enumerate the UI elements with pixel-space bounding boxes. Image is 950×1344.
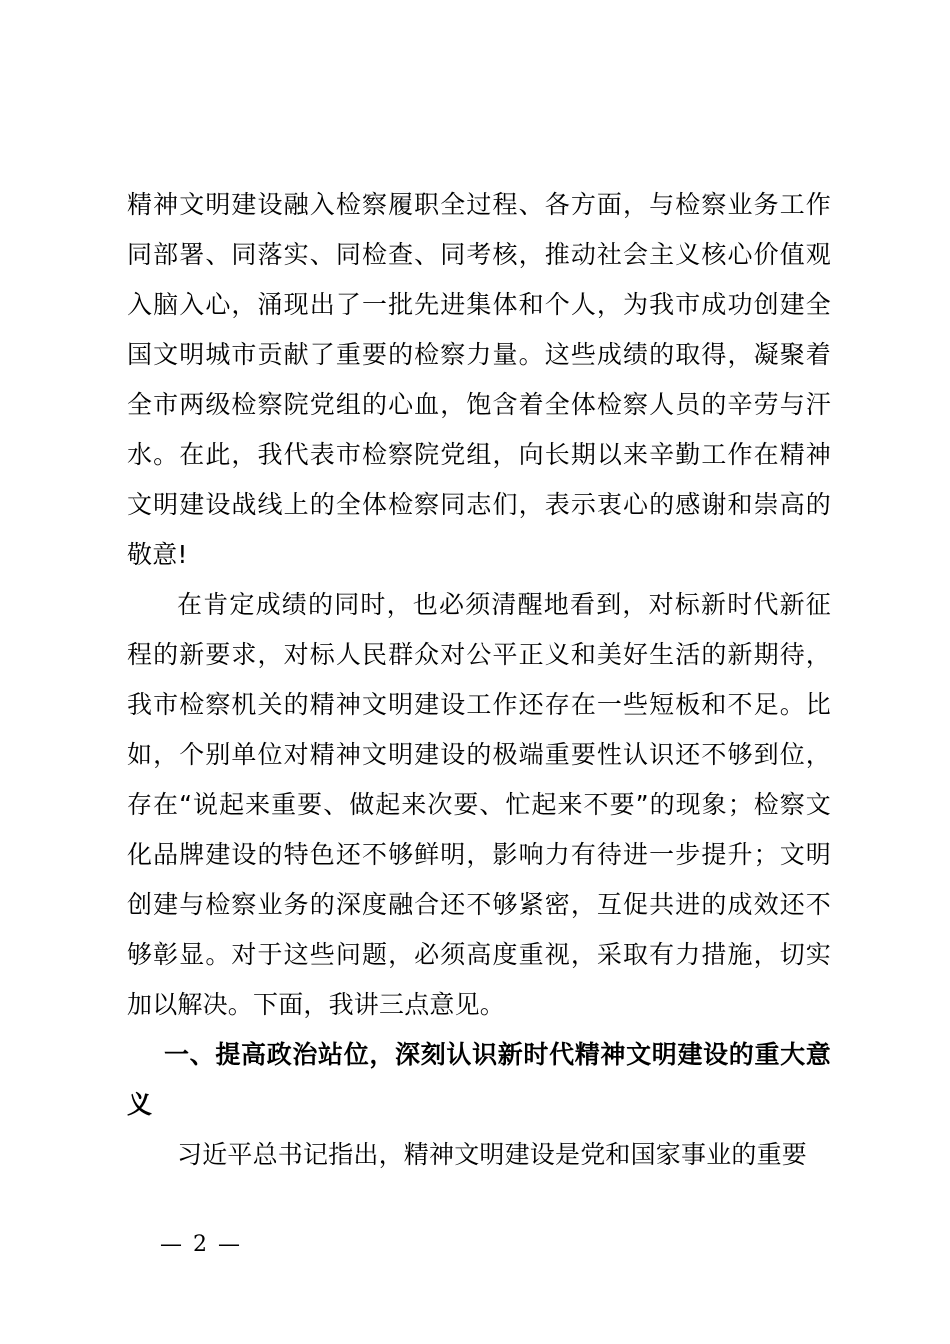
paragraph-shortcomings: 在肯定成绩的同时，也必须清醒地看到，对标新时代新征程的新要求，对标人民群众对公平正义和美好生活的新期待，我市检察机关的精神文明建设工作还存在一些短板和不足。比如，个别单位对精神文明建设的极端重要性认识还不够到位，存在“说起来重要、做起来次要、忙起来不要”的现象；检察文化品牌建设的特色还不够鲜明，影响力有待进一步提升；文明创建与检察业务的深度融合还不够紧密，互促共进的成效还不够彰显。对于这些问题，必须高度重视，采取有力措施，切实加以解决。下面，我讲三点意见。: [127, 590, 831, 1019]
page-number: — 2 —: [160, 1232, 242, 1257]
document-body: [127, 180, 831, 1180]
paragraph-continuation: 精神文明建设融入检察履职全过程、各方面，与检察业务工作同部署、同落实、同检查、同考核，推动社会主义核心价值观入脑入心，涌现出了一批先进集体和个人，为我市成功创建全国文明城市贡献了重要的检察力量。这些成绩的取得，凝聚着全市两级检察院党组的心血，饱含着全体检察人员的辛劳与汗水。在此，我代表市检察院党组，向长期以来辛勤工作在精神文明建设战线上的全体检察同志们，表示衷心的感谢和崇高的敬意!: [127, 190, 831, 569]
paragraph-section-one-start: 习近平总书记指出，精神文明建设是党和国家事业的重要: [177, 1140, 808, 1169]
section-heading-one: 一、提高政治站位，深刻认识新时代精神文明建设的重大意义: [127, 1040, 831, 1119]
